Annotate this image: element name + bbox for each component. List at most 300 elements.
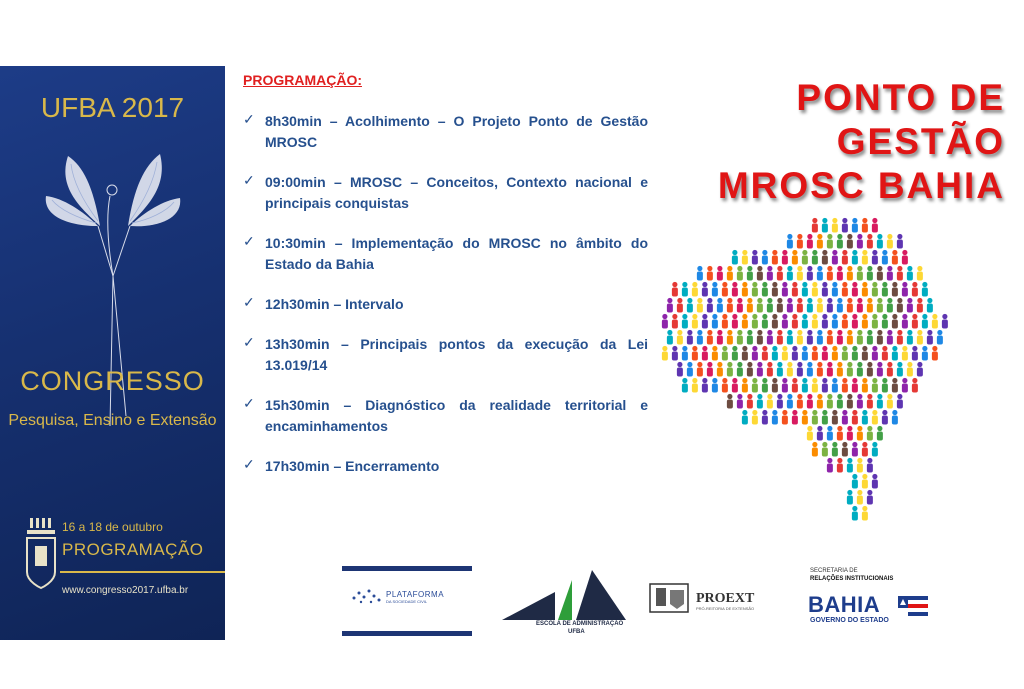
- person-figure: [852, 506, 858, 521]
- person-figure: [702, 378, 708, 393]
- person-figure: [887, 362, 893, 377]
- person-figure: [682, 346, 688, 361]
- escola-triangle-icon: [500, 570, 628, 620]
- person-figure: [707, 266, 713, 281]
- person-figure: [847, 458, 853, 473]
- person-figure: [767, 266, 773, 281]
- person-figure: [687, 362, 693, 377]
- person-figure: [842, 218, 848, 233]
- person-figure: [867, 490, 873, 505]
- person-figure: [837, 266, 843, 281]
- person-figure: [897, 394, 903, 409]
- person-figure: [787, 234, 793, 249]
- person-figure: [782, 314, 788, 329]
- person-figure: [817, 298, 823, 313]
- person-figure: [922, 282, 928, 297]
- person-figure: [832, 346, 838, 361]
- person-figure: [847, 330, 853, 345]
- person-figure: [722, 314, 728, 329]
- person-figure: [862, 506, 868, 521]
- person-figure: [727, 330, 733, 345]
- person-figure: [852, 474, 858, 489]
- person-figure: [907, 330, 913, 345]
- person-figure: [852, 442, 858, 457]
- person-figure: [742, 282, 748, 297]
- person-figure: [797, 362, 803, 377]
- person-figure: [747, 362, 753, 377]
- person-figure: [667, 330, 673, 345]
- person-figure: [807, 298, 813, 313]
- person-figure: [872, 218, 878, 233]
- schedule-item: ✓ 17h30min – Encerramento: [243, 456, 440, 474]
- person-figure: [822, 346, 828, 361]
- person-figure: [737, 298, 743, 313]
- person-figure: [892, 378, 898, 393]
- person-figure: [842, 346, 848, 361]
- person-figure: [822, 314, 828, 329]
- person-figure: [867, 330, 873, 345]
- person-figure: [792, 282, 798, 297]
- person-figure: [927, 330, 933, 345]
- person-figure: [832, 410, 838, 425]
- person-figure: [837, 298, 843, 313]
- person-figure: [732, 250, 738, 265]
- person-figure: [732, 282, 738, 297]
- person-figure: [892, 314, 898, 329]
- person-figure: [787, 394, 793, 409]
- person-figure: [752, 250, 758, 265]
- person-figure: [742, 410, 748, 425]
- stars-icon: [350, 586, 384, 606]
- person-figure: [777, 394, 783, 409]
- person-figure: [932, 314, 938, 329]
- person-figure: [797, 266, 803, 281]
- person-figure: [817, 330, 823, 345]
- person-figure: [767, 298, 773, 313]
- person-figure: [752, 346, 758, 361]
- person-figure: [892, 250, 898, 265]
- person-figure: [787, 298, 793, 313]
- person-figure: [842, 250, 848, 265]
- person-figure: [857, 490, 863, 505]
- person-figure: [712, 314, 718, 329]
- person-figure: [872, 378, 878, 393]
- person-figure: [737, 330, 743, 345]
- person-figure: [877, 426, 883, 441]
- person-figure: [822, 218, 828, 233]
- person-figure: [727, 266, 733, 281]
- person-figure: [782, 250, 788, 265]
- person-figure: [802, 346, 808, 361]
- person-figure: [912, 346, 918, 361]
- person-figure: [887, 266, 893, 281]
- person-figure: [817, 426, 823, 441]
- person-figure: [902, 346, 908, 361]
- person-figure: [837, 362, 843, 377]
- person-figure: [837, 234, 843, 249]
- person-figure: [757, 362, 763, 377]
- person-figure: [792, 378, 798, 393]
- person-figure: [812, 346, 818, 361]
- person-figure: [917, 362, 923, 377]
- person-figure: [767, 330, 773, 345]
- person-figure: [872, 282, 878, 297]
- person-figure: [837, 394, 843, 409]
- person-figure: [842, 442, 848, 457]
- poster-congresso: CONGRESSO: [20, 366, 205, 396]
- person-figure: [812, 218, 818, 233]
- person-figure: [877, 298, 883, 313]
- person-figure: [882, 410, 888, 425]
- person-figure: [717, 362, 723, 377]
- person-figure: [767, 362, 773, 377]
- person-figure: [702, 346, 708, 361]
- person-figure: [852, 250, 858, 265]
- person-figure: [887, 330, 893, 345]
- person-figure: [827, 266, 833, 281]
- person-figure: [777, 362, 783, 377]
- person-figure: [837, 426, 843, 441]
- person-figure: [697, 266, 703, 281]
- person-figure: [912, 314, 918, 329]
- person-figure: [932, 346, 938, 361]
- person-figure: [907, 298, 913, 313]
- person-figure: [712, 346, 718, 361]
- person-figure: [832, 442, 838, 457]
- poster-divider: [60, 571, 225, 573]
- person-figure: [847, 490, 853, 505]
- person-figure: [802, 410, 808, 425]
- person-figure: [802, 314, 808, 329]
- person-figure: [867, 266, 873, 281]
- person-figure: [767, 394, 773, 409]
- person-figure: [747, 330, 753, 345]
- person-figure: [917, 330, 923, 345]
- person-figure: [867, 426, 873, 441]
- person-figure: [852, 378, 858, 393]
- check-icon: ✓: [243, 172, 255, 188]
- person-figure: [857, 362, 863, 377]
- person-figure: [862, 218, 868, 233]
- person-figure: [752, 410, 758, 425]
- person-figure: [877, 394, 883, 409]
- check-icon: ✓: [243, 294, 255, 310]
- program-heading: PROGRAMAÇÃO:: [243, 72, 362, 88]
- person-figure: [802, 282, 808, 297]
- person-figure: [707, 330, 713, 345]
- person-figure: [902, 378, 908, 393]
- person-figure: [752, 378, 758, 393]
- person-figure: [862, 282, 868, 297]
- person-figure: [822, 282, 828, 297]
- ufba-crest-icon: [24, 518, 58, 596]
- person-figure: [797, 298, 803, 313]
- person-figure: [917, 266, 923, 281]
- person-figure: [742, 378, 748, 393]
- person-figure: [897, 362, 903, 377]
- person-figure: [787, 362, 793, 377]
- person-figure: [892, 346, 898, 361]
- bahia-crowd-map-illustration: [655, 212, 955, 534]
- person-figure: [852, 346, 858, 361]
- headline-line1: PONTO DE: [796, 77, 1005, 118]
- person-figure: [727, 362, 733, 377]
- check-icon: ✓: [243, 233, 255, 249]
- escola-administracao-logo: ESCOLA DE ADMINISTRAÇÃO UFBA: [500, 570, 628, 640]
- person-figure: [902, 314, 908, 329]
- person-figure: [822, 410, 828, 425]
- person-figure: [692, 346, 698, 361]
- person-figure: [792, 410, 798, 425]
- person-figure: [787, 330, 793, 345]
- person-figure: [772, 250, 778, 265]
- person-figure: [852, 218, 858, 233]
- person-figure: [722, 378, 728, 393]
- person-figure: [802, 378, 808, 393]
- check-icon: ✓: [243, 334, 255, 350]
- person-figure: [717, 266, 723, 281]
- person-figure: [777, 330, 783, 345]
- person-figure: [927, 298, 933, 313]
- headline-title: [655, 76, 1005, 208]
- person-figure: [747, 298, 753, 313]
- person-figure: [747, 394, 753, 409]
- person-figure: [707, 362, 713, 377]
- person-figure: [877, 234, 883, 249]
- person-figure: [892, 282, 898, 297]
- person-figure: [827, 362, 833, 377]
- person-figure: [877, 362, 883, 377]
- person-figure: [842, 282, 848, 297]
- person-figure: [762, 314, 768, 329]
- person-figure: [872, 442, 878, 457]
- person-figure: [752, 282, 758, 297]
- person-figure: [832, 314, 838, 329]
- person-figure: [897, 234, 903, 249]
- person-figure: [887, 298, 893, 313]
- person-figure: [802, 250, 808, 265]
- person-figure: [842, 378, 848, 393]
- person-figure: [842, 410, 848, 425]
- person-figure: [877, 266, 883, 281]
- person-figure: [862, 410, 868, 425]
- person-figure: [777, 266, 783, 281]
- person-figure: [712, 282, 718, 297]
- person-figure: [677, 298, 683, 313]
- person-figure: [867, 362, 873, 377]
- person-figure: [787, 266, 793, 281]
- person-figure: [862, 314, 868, 329]
- person-figure: [942, 314, 948, 329]
- person-figure: [757, 266, 763, 281]
- person-figure: [807, 266, 813, 281]
- person-figure: [812, 442, 818, 457]
- person-figure: [822, 442, 828, 457]
- person-figure: [832, 282, 838, 297]
- check-icon: ✓: [243, 111, 255, 127]
- person-figure: [862, 346, 868, 361]
- person-figure: [727, 298, 733, 313]
- person-figure: [807, 330, 813, 345]
- person-figure: [772, 282, 778, 297]
- bahia-flag-icon: [898, 596, 928, 616]
- person-figure: [717, 298, 723, 313]
- person-figure: [827, 394, 833, 409]
- ufba-crest-small-icon: [648, 582, 692, 614]
- person-figure: [772, 346, 778, 361]
- person-figure: [862, 442, 868, 457]
- person-figure: [742, 346, 748, 361]
- plataforma-logo: PLATAFORMA DA SOCIEDADE CIVIL: [342, 566, 472, 638]
- person-figure: [697, 362, 703, 377]
- person-figure: [782, 378, 788, 393]
- person-figure: [702, 282, 708, 297]
- person-figure: [712, 378, 718, 393]
- person-figure: [862, 378, 868, 393]
- person-figure: [912, 378, 918, 393]
- person-figure: [852, 410, 858, 425]
- person-figure: [672, 314, 678, 329]
- person-figure: [782, 410, 788, 425]
- person-figure: [797, 330, 803, 345]
- person-figure: [917, 298, 923, 313]
- person-figure: [717, 330, 723, 345]
- person-figure: [857, 458, 863, 473]
- poster-dates: 16 a 18 de outubro: [62, 520, 163, 534]
- person-figure: [847, 426, 853, 441]
- person-figure: [757, 330, 763, 345]
- schedule-item: ✓ 12h30min – Intervalo: [243, 294, 404, 312]
- person-figure: [737, 362, 743, 377]
- person-figure: [877, 330, 883, 345]
- person-figure: [762, 282, 768, 297]
- poster-programacao: PROGRAMAÇÃO: [62, 540, 204, 559]
- person-figure: [762, 378, 768, 393]
- person-figure: [772, 410, 778, 425]
- person-figure: [812, 378, 818, 393]
- poster-subtitle: Pesquisa, Ensino e Extensão: [8, 412, 217, 429]
- person-figure: [882, 378, 888, 393]
- person-figure: [857, 234, 863, 249]
- headline-line3: MROSC BAHIA: [717, 165, 1005, 206]
- person-figure: [867, 234, 873, 249]
- person-figure: [732, 314, 738, 329]
- person-figure: [732, 378, 738, 393]
- person-figure: [772, 378, 778, 393]
- schedule-item: ✓ 15h30min – Diagnóstico da realidade territorial e encaminhamentos: [243, 395, 648, 434]
- person-figure: [887, 234, 893, 249]
- person-figure: [777, 298, 783, 313]
- person-figure: [817, 266, 823, 281]
- person-figure: [697, 330, 703, 345]
- schedule-item: ✓ 09:00min – MROSC – Conceitos, Contexto nacional e principais conquistas: [243, 172, 648, 211]
- person-figure: [887, 394, 893, 409]
- person-figure: [872, 346, 878, 361]
- person-figure: [737, 266, 743, 281]
- person-figure: [762, 346, 768, 361]
- person-figure: [872, 474, 878, 489]
- person-figure: [807, 362, 813, 377]
- person-figure: [742, 314, 748, 329]
- person-figure: [702, 314, 708, 329]
- person-figure: [822, 378, 828, 393]
- person-figure: [847, 234, 853, 249]
- person-figure: [697, 298, 703, 313]
- poster-title: UFBA 2017: [40, 92, 185, 123]
- person-figure: [727, 394, 733, 409]
- person-figure: [687, 298, 693, 313]
- person-figure: [837, 458, 843, 473]
- person-figure: [827, 458, 833, 473]
- person-figure: [912, 282, 918, 297]
- person-figure: [857, 298, 863, 313]
- person-figure: [862, 250, 868, 265]
- person-figure: [827, 426, 833, 441]
- proext-logo: PROEXT PRÓ-REITORIA DE EXTENSÃO: [648, 582, 788, 614]
- person-figure: [782, 346, 788, 361]
- person-figure: [832, 218, 838, 233]
- person-figure: [857, 330, 863, 345]
- congress-poster: [0, 66, 225, 640]
- person-figure: [682, 282, 688, 297]
- person-figure: [692, 282, 698, 297]
- person-figure: [762, 250, 768, 265]
- schedule-item: ✓ 8h30min – Acolhimento – O Projeto Ponto de Gestão MROSC: [243, 111, 648, 150]
- person-figure: [857, 394, 863, 409]
- person-figure: [687, 330, 693, 345]
- person-figure: [722, 346, 728, 361]
- person-figure: [847, 266, 853, 281]
- person-figure: [897, 266, 903, 281]
- person-figure: [852, 314, 858, 329]
- person-figure: [662, 314, 668, 329]
- person-figure: [707, 298, 713, 313]
- person-figure: [907, 266, 913, 281]
- person-figure: [892, 410, 898, 425]
- person-figure: [857, 266, 863, 281]
- person-figure: [872, 314, 878, 329]
- person-figure: [907, 362, 913, 377]
- person-figure: [922, 346, 928, 361]
- person-figure: [762, 410, 768, 425]
- program-schedule: [243, 111, 648, 477]
- person-figure: [922, 314, 928, 329]
- person-figure: [792, 250, 798, 265]
- person-figure: [827, 234, 833, 249]
- person-figure: [757, 298, 763, 313]
- person-figure: [742, 250, 748, 265]
- person-figure: [722, 282, 728, 297]
- person-figure: [747, 266, 753, 281]
- person-figure: [817, 234, 823, 249]
- person-figure: [757, 394, 763, 409]
- person-figure: [812, 250, 818, 265]
- person-figure: [897, 298, 903, 313]
- person-figure: [682, 314, 688, 329]
- person-figure: [857, 426, 863, 441]
- schedule-item: ✓ 10:30min – Implementação do MROSC no âmbito do Estado da Bahia: [243, 233, 648, 272]
- person-figure: [902, 250, 908, 265]
- person-figure: [682, 378, 688, 393]
- check-icon: ✓: [243, 395, 255, 411]
- schedule-item: ✓ 13h30min – Principais pontos da execução da Lei 13.019/14: [243, 334, 648, 373]
- check-icon: ✓: [243, 456, 255, 472]
- person-figure: [677, 330, 683, 345]
- headline-line2: GESTÃO: [836, 121, 1005, 162]
- person-figure: [847, 298, 853, 313]
- person-figure: [677, 362, 683, 377]
- person-figure: [832, 250, 838, 265]
